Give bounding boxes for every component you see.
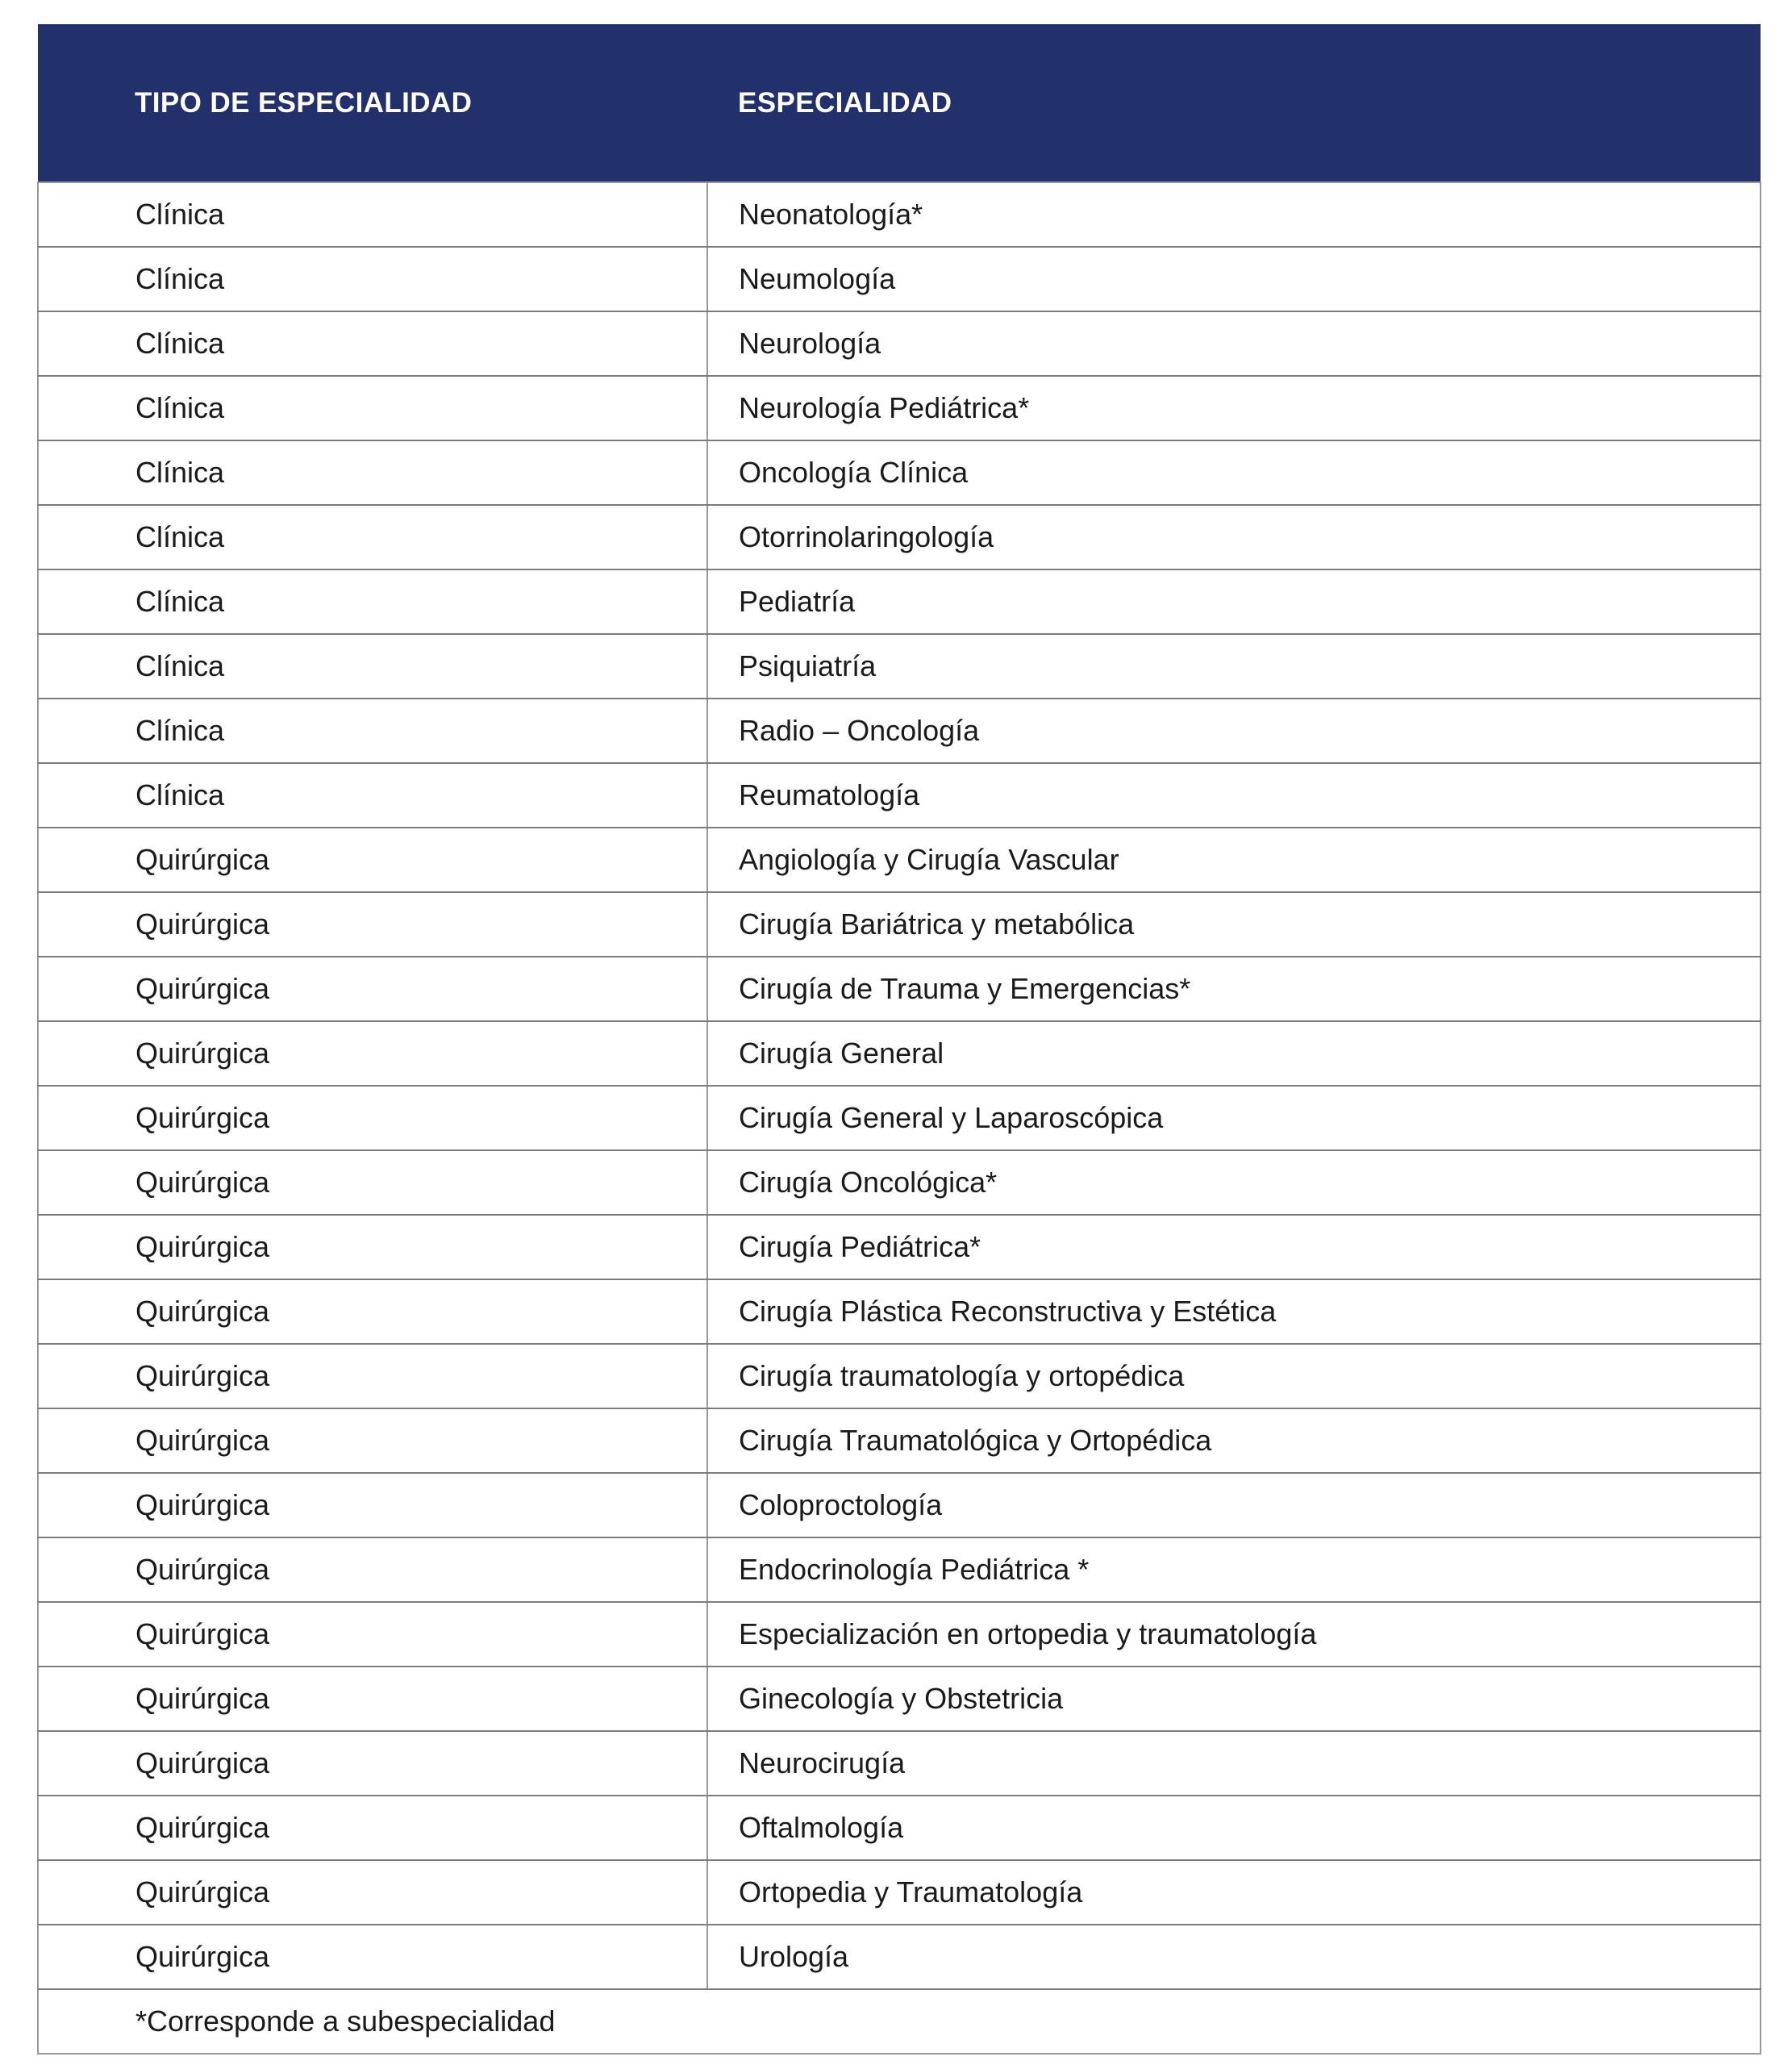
cell-tipo-especialidad: Quirúrgica	[38, 1602, 707, 1667]
cell-tipo-especialidad: Quirúrgica	[38, 1537, 707, 1602]
cell-especialidad: Cirugía Oncológica*	[707, 1150, 1761, 1215]
cell-tipo-especialidad: Clínica	[38, 699, 707, 763]
cell-tipo-especialidad: Clínica	[38, 440, 707, 505]
cell-tipo-especialidad: Clínica	[38, 505, 707, 569]
table-row	[38, 569, 1761, 634]
table-row	[38, 1667, 1761, 1731]
cell-tipo-especialidad: Quirúrgica	[38, 1925, 707, 1989]
cell-especialidad: Cirugía General y Laparoscópica	[707, 1086, 1761, 1150]
cell-especialidad: Neonatología*	[707, 182, 1761, 247]
cell-tipo-especialidad: Clínica	[38, 376, 707, 440]
cell-especialidad: Urología	[707, 1925, 1761, 1989]
cell-especialidad: Neumología	[707, 247, 1761, 311]
cell-tipo-especialidad: Quirúrgica	[38, 892, 707, 957]
cell-especialidad: Ortopedia y Traumatología	[707, 1860, 1761, 1925]
table-row	[38, 311, 1761, 376]
table-row	[38, 1344, 1761, 1408]
cell-tipo-especialidad: Clínica	[38, 569, 707, 634]
table-body	[38, 182, 1761, 2054]
cell-tipo-especialidad: Clínica	[38, 763, 707, 828]
cell-especialidad: Neurocirugía	[707, 1731, 1761, 1796]
table-row	[38, 828, 1761, 892]
cell-especialidad: Cirugía General	[707, 1021, 1761, 1086]
cell-tipo-especialidad: Quirúrgica	[38, 1344, 707, 1408]
cell-especialidad: Cirugía Bariátrica y metabólica	[707, 892, 1761, 957]
cell-especialidad: Especialización en ortopedia y traumatología	[707, 1602, 1761, 1667]
table-row	[38, 376, 1761, 440]
table-row	[38, 1602, 1761, 1667]
table-row	[38, 182, 1761, 247]
table-row	[38, 1150, 1761, 1215]
cell-tipo-especialidad: Quirúrgica	[38, 957, 707, 1021]
cell-especialidad: Neurología Pediátrica*	[707, 376, 1761, 440]
column-header-especialidad: ESPECIALIDAD	[707, 24, 1761, 182]
table-header-row	[38, 24, 1761, 182]
table-row	[38, 1537, 1761, 1602]
table-row	[38, 505, 1761, 569]
table-footnote-row	[38, 1989, 1761, 2054]
table-row	[38, 1925, 1761, 1989]
cell-tipo-especialidad: Quirúrgica	[38, 1150, 707, 1215]
cell-tipo-especialidad: Quirúrgica	[38, 1408, 707, 1473]
cell-especialidad: Ginecología y Obstetricia	[707, 1667, 1761, 1731]
cell-especialidad: Cirugía Traumatológica y Ortopédica	[707, 1408, 1761, 1473]
cell-especialidad: Cirugía traumatología y ortopédica	[707, 1344, 1761, 1408]
cell-especialidad: Coloproctología	[707, 1473, 1761, 1537]
cell-tipo-especialidad: Clínica	[38, 247, 707, 311]
table-row	[38, 1731, 1761, 1796]
cell-especialidad: Oncología Clínica	[707, 440, 1761, 505]
table-row	[38, 1860, 1761, 1925]
cell-tipo-especialidad: Clínica	[38, 634, 707, 699]
table-row	[38, 440, 1761, 505]
table-row	[38, 247, 1761, 311]
cell-tipo-especialidad: Quirúrgica	[38, 1667, 707, 1731]
table-row	[38, 1796, 1761, 1860]
cell-tipo-especialidad: Quirúrgica	[38, 1215, 707, 1279]
cell-tipo-especialidad: Quirúrgica	[38, 1796, 707, 1860]
cell-especialidad: Pediatría	[707, 569, 1761, 634]
cell-especialidad: Reumatología	[707, 763, 1761, 828]
cell-especialidad: Oftalmología	[707, 1796, 1761, 1860]
table-row	[38, 957, 1761, 1021]
table-header	[38, 24, 1761, 182]
cell-tipo-especialidad: Quirúrgica	[38, 1731, 707, 1796]
cell-tipo-especialidad: Quirúrgica	[38, 1021, 707, 1086]
cell-especialidad: Endocrinología Pediátrica *	[707, 1537, 1761, 1602]
cell-tipo-especialidad: Clínica	[38, 311, 707, 376]
cell-tipo-especialidad: Quirúrgica	[38, 1473, 707, 1537]
table-row	[38, 634, 1761, 699]
cell-tipo-especialidad: Quirúrgica	[38, 828, 707, 892]
cell-especialidad: Angiología y Cirugía Vascular	[707, 828, 1761, 892]
table-row	[38, 1215, 1761, 1279]
cell-tipo-especialidad: Clínica	[38, 182, 707, 247]
table-row	[38, 892, 1761, 957]
cell-especialidad: Cirugía Pediátrica*	[707, 1215, 1761, 1279]
specialties-table	[37, 24, 1761, 2055]
table-row	[38, 1473, 1761, 1537]
cell-tipo-especialidad: Quirúrgica	[38, 1086, 707, 1150]
cell-especialidad: Neurología	[707, 311, 1761, 376]
table-row	[38, 1408, 1761, 1473]
footnote-spacer	[707, 1989, 1761, 2054]
table-row	[38, 699, 1761, 763]
table-row	[38, 763, 1761, 828]
cell-especialidad: Cirugía Plástica Reconstructiva y Estética	[707, 1279, 1761, 1344]
column-header-tipo-especialidad: TIPO DE ESPECIALIDAD	[38, 24, 707, 182]
table-row	[38, 1279, 1761, 1344]
cell-especialidad: Otorrinolaringología	[707, 505, 1761, 569]
cell-tipo-especialidad: Quirúrgica	[38, 1860, 707, 1925]
cell-tipo-especialidad: Quirúrgica	[38, 1279, 707, 1344]
table-row	[38, 1086, 1761, 1150]
cell-especialidad: Cirugía de Trauma y Emergencias*	[707, 957, 1761, 1021]
cell-especialidad: Psiquiatría	[707, 634, 1761, 699]
cell-especialidad: Radio – Oncología	[707, 699, 1761, 763]
footnote-text: *Corresponde a subespecialidad	[38, 1989, 707, 2054]
table-row	[38, 1021, 1761, 1086]
